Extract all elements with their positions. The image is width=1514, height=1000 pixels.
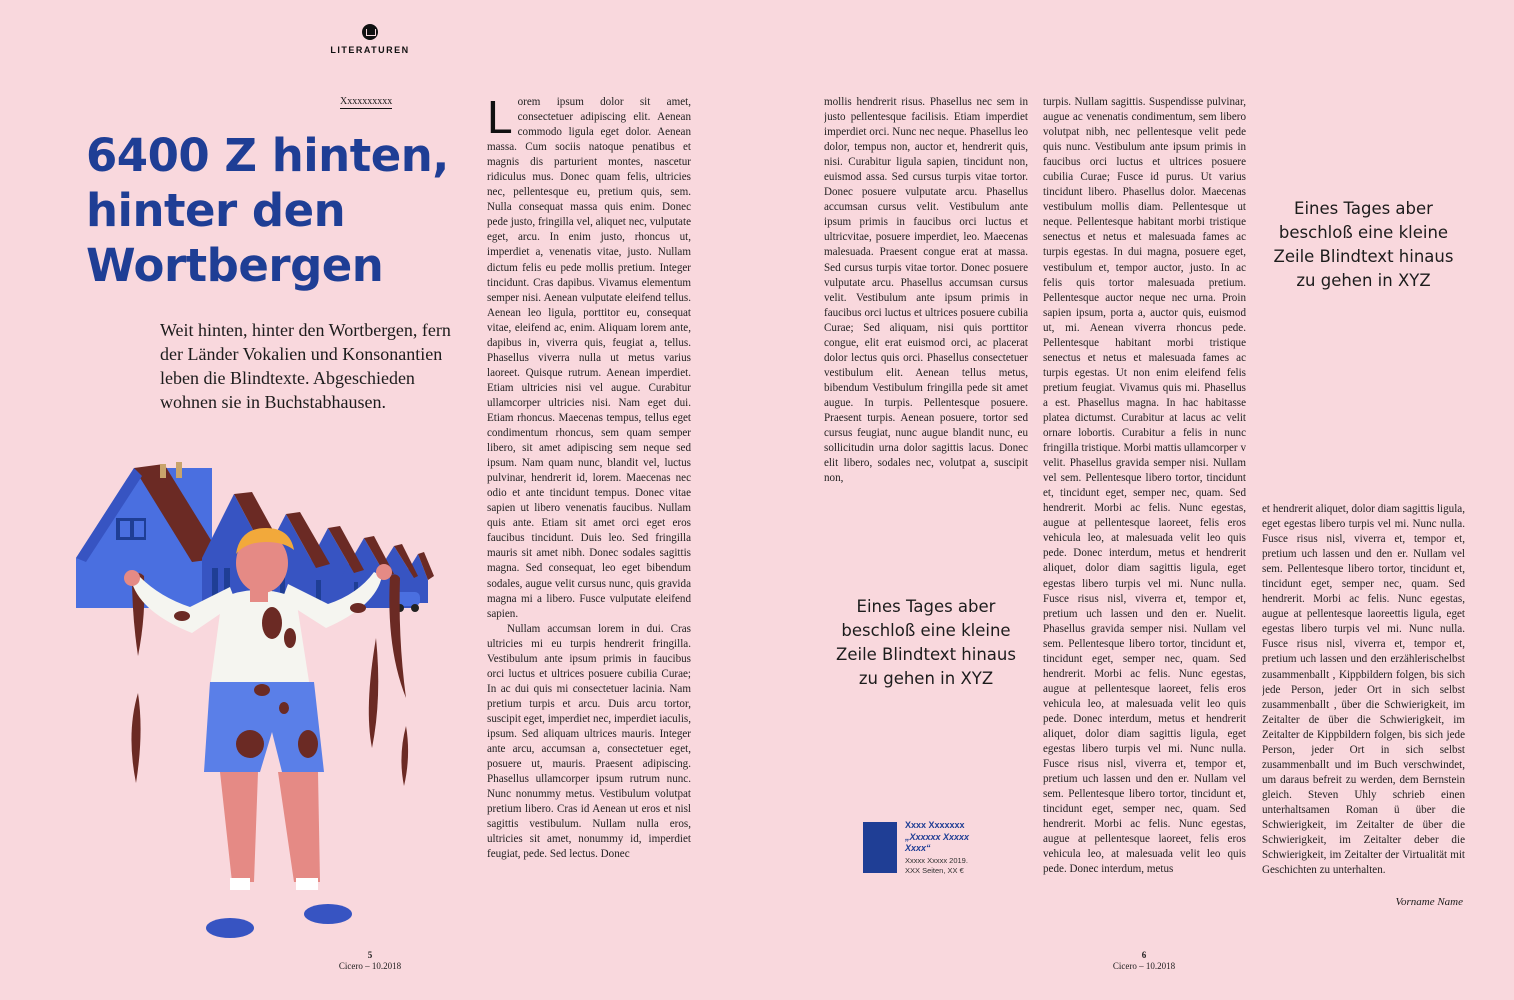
body-paragraph: orem ipsum dolor sit amet, consectetuer adipiscing elit. Aenean commodo ligula eget dolor. Aenean massa. Cum sociis natoque penatibus et magnis dis parturient montes, nascetur ridiculus mus. Donec quam felis, ultricies nec, pellentesque eu, pretium quis, sem. Nulla consequat massa quis enim. Donec pede justo, fringilla vel, aliquet nec, vulputate eget, arcu. In enim justo, rhoncus ut, imperdiet a, venenatis vitae, justo. Nullam dictum felis eu pede mollis pretium. Integer tincidunt. Cras dapibus. Vivamus elementum semper nisi. Aenean vulputate eleifend tellus. Aenean leo ligula, porttitor eu, consequat vitae, eleifend ac, enim. Aliquam lorem ante, dapibus in, viverra quis, feugiat a, tellus. Phasellus viverra nulla ut metus varius laoreet. Quisque rutrum. Aenean imperdiet. Etiam ultricies nisi vel augue. Curabitur ullamcorper ultricies nisi. Nam eget dui. Etiam rhoncus. Maecenas tempus, tellus eget condimentum rhoncus, sem quam semper libero, sit amet adipiscing sem neque sed ipsum. Nam quam nunc, blandit vel, luctus pulvinar, hendrerit id, lorem. Maecenas nec odio et ante tincidunt tempus. Donec vitae sapien ut libero venenatis faucibus. Nullam quis ante. Etiam sit amet orci eget eros faucibus tincidunt. Duis leo. Sed fringilla mauris sit amet nibh. Donec sodales sagittis magna. Sed consequat, leo eget bibendum sodales, augue velit cursus nunc, quis gravida magna mi a libero. Fusce vulputate eleifend sapien. (487, 96, 691, 620)
illustration (72, 458, 442, 948)
body-paragraph: turpis. Nullam sagittis. Suspendisse pulvinar, augue ac venenatis condimentum, sem libero volutpat nibh, nec pellentesque velit pede quis nunc. Vestibulum ante ipsum primis in faucibus orci luctus et ultrices posuere cubilia Curae; Fusce id purus. Ut varius tincidunt libero. Phasellus dolor. Maecenas vestibulum mollis diam. Pellentesque ut neque. Pellentesque habitant morbi tristique senectus et netus et malesuada fames ac turpis egestas. In dui magna, posuere eget, vestibulum et, tempor auctor, justo. In ac felis quis tortor malesuada pretium. Pellentesque auctor neque nec urna. Proin sapien ipsum, porta a, auctor quis, euismod ut, mi. Aenean viverra rhoncus pede. Pellentesque habitant morbi tristique senectus et netus et malesuada fames ac turpis egestas. Ut non enim eleifend felis pretium feugiat. Vivamus quis mi. Phasellus a est. Phasellus magna. In hac habitasse platea dictumst. Curabitur at lacus ac velit ornare lobortis. Curabitur a felis in nunc fringilla tristique. Morbi mattis ullamcorper v velit. Phasellus gravida semper nisi. Nullam vel sem. Pellentesque libero tortor, tincidunt et, tincidunt eget, semper nec, quam. Sed hendrerit. Morbi ac felis. Nunc egestas, augue at pellentesque laoreet, felis eros vehicula leo, at malesuada velit leo quis pede. Donec interdum, metus et hendrerit aliquet, dolor diam sagittis ligula, eget egestas libero turpis vel mi. Nunc nulla. Fusce risus nisl, viverra et, tempor et, pretium uch lassen und den er. Nuelit. Phasellus gravida semper nisi. Nullam vel sem. Pellentesque libero tortor, tincidunt et, tincidunt eget, semper nec, quam. Sed hendrerit. Morbi ac felis. Nunc egestas, augue at pellentesque laoreet, felis eros vehicula leo, at malesuada velit leo quis pede. Donec interdum, metus et hendrerit aliquet, dolor diam sagittis ligula, eget egestas libero turpis vel mi. Nunc nulla. Fusce risus nisl, viverra et, tempor et, pretium uch lassen und den er. Nullam vel sem. Pellentesque libero tortor, tincidunt et, tincidunt eget, semper nec, quam. Sed hendrerit. Morbi ac felis. Nunc egestas, augue at pellentesque laoreet, felis eros vehicula leo, at malesuada velit leo quis pede. Donec interdum, metus (1043, 96, 1246, 876)
body-column-3 (1043, 95, 1246, 915)
folio-left (330, 950, 410, 972)
book-meta-publisher: Xxxxx Xxxxx 2019. (905, 856, 968, 865)
kicker: Xxxxxxxxxx (340, 96, 393, 107)
author-signature: Vorname Name (1395, 896, 1463, 908)
book-title: „Xxxxxx Xxxxx Xxxx“ (905, 832, 970, 853)
body-paragraph: et hendrerit aliquet, dolor diam sagittis ligula, eget egestas libero turpis vel mi. Nunc nulla. Fusce risus nisl, viverra et, tempor et, pretium uch lassen und den er. Nullam vel sem. Pellentesque libero tortor, tincidunt et, tincidunt eget, semper nec, quam. Sed hendrerit. Morbi ac felis. Nunc egestas, augue at pellentesque laoreettis ligula, eget egestas libero turpis vel mi. Nunc nulla. Fusce risus nisl, viverra et, tempor et, pretium uch lassen und den erzählerischelbst zusammenballt , Kippbildern folgen, bis sich jede Person, jeder Ort in sich selbst zusammenballt , über die Schwierigkeit, im Zeitalter de über die Schwierigkeit, im Zeitalter de Kippbildern folgen, bis sich jede Person, jeder Ort in sich selbst zusammenballt und im Buch verschwindet, um daraus befreit zu werden, dem Bernstein gleich. Steven Uhly schrieb einen unterhaltsamen Roman ü über die Schwierigkeit, im Zeitalter de über die Schwierigkeit, im Zeitalter deber die Schwierigkeit, im Zeitalter der Virtualität mit Geschichten zu unterhalten. (1262, 503, 1465, 877)
pullquote-left: Eines Tages aber beschloß eine kleine Zeile Blindtext hinaus zu gehen in XYZ (836, 597, 1016, 688)
headline: 6400 Z hinten, hinter den Wortbergen (86, 129, 449, 292)
book-meta (905, 856, 995, 875)
page-number: 6 (1141, 950, 1147, 960)
body-column-4 (1262, 502, 1465, 912)
body-paragraph: Nullam accumsan lorem in dui. Cras ultricies mi eu turpis hendrerit fringilla. Vestibulum ante ipsum primis in faucibus orci luctus et ultrices posuere cubilia Curae; In ac dui quis mi consectetuer lacinia. Nam pretium turpis et arcu. Duis arcu tortor, suscipit eget, imperdiet nec, imperdiet iaculis, ipsum. Sed aliquam ultrices mauris. Integer ante arcu, accumsan a, consectetuer eget, posuere ut, mauris. Praesent adipiscing. Phasellus ullamcorper ipsum rutrum nunc. Nunc nonummy metus. Vestibulum volutpat pretium libero. Cras id Aenean ut eros et nisl sagittis vestibulum. Nullam nulla eros, ultricies sit amet, nonummy id, imperdiet feugiat, pede. Sed lectus. Donec (487, 622, 691, 861)
pullquote-right: Eines Tages aber beschloß eine kleine Zeile Blindtext hinaus zu gehen in XYZ (1273, 199, 1454, 290)
body-column-1 (487, 95, 691, 915)
book-icon (362, 24, 378, 40)
dropcap: L (487, 95, 513, 143)
book-cover (863, 822, 897, 873)
section-label: LITERATUREN (330, 45, 410, 55)
book-meta-pages: XXX Seiten, XX € (905, 865, 964, 875)
folio-right (1104, 950, 1184, 972)
body-paragraph: mollis hendrerit risus. Phasellus nec sem in justo pellentesque facilisis. Etiam imperdiet imperdiet orci. Nunc nec neque. Phasellus leo dolor, tempus non, auctor et, hendrerit quis, nisi. Curabitur ligula sapien, tincidunt non, euismod assa. Sed cursus turpis vitae tortor. Donec posuere vulputate arcu. Phasellus accumsan cursus velit. Vestibulum ante ipsum primis in faucibus orci luctus et ultricvitae, posuere imperdiet, leo. Maecenas malesuada. Praesent congue erat at massa. Sed cursus turpis vitae tortor. Donec posuere vulputate arcu. Phasellus accumsan cursus velit. Vestibulum ante ipsum primis in faucibus orci luctus et ultrices posuere cubilia Curae; Sed aliquam, nisi quis porttitor congue, elit erat euismod orci, ac placerat dolor lectus quis orci. Phasellus consectetuer vestibulum elit. Aenean tellus metus, bibendum Vestibulum fringilla pede sit amet augue. In turpis. Pellentesque posuere. Praesent turpis. Aenean posuere, tortor sed cursus feugiat, nunc augue blandit nunc, eu sollicitudin urna dolor sagittis lacus. Donec elit libero, sodales nec, volutpat a, suscipit non, (824, 96, 1028, 485)
body-column-2 (824, 95, 1028, 505)
deck: Weit hinten, hinter den Wortbergen, fern der Länder Vokalien und Konsonantien leben die Blindtexte. Abgeschieden wohnen sie in Buchstabhausen. (160, 320, 451, 412)
book-author: Xxxx Xxxxxxx (905, 820, 965, 830)
page-number: 5 (367, 950, 373, 960)
issue-label: Cicero – 10.2018 (1112, 961, 1176, 971)
issue-label: Cicero – 10.2018 (338, 961, 402, 971)
